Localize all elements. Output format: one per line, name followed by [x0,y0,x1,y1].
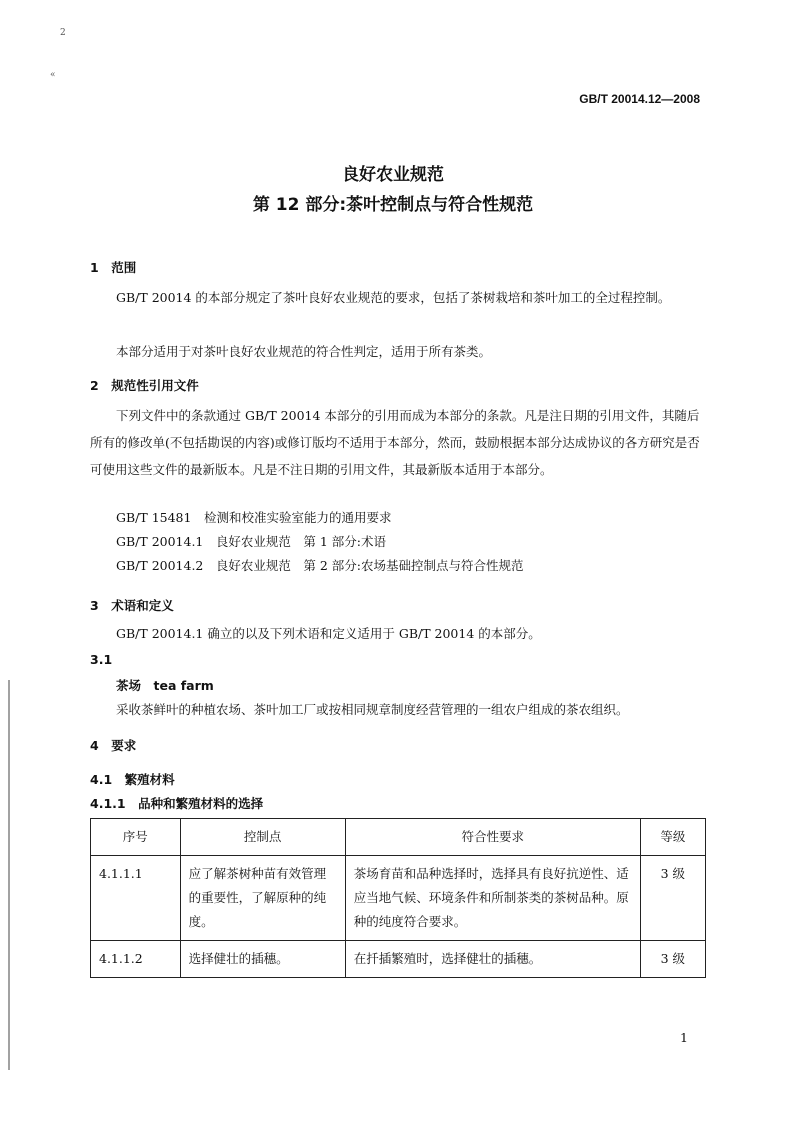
paragraph: GB/T 20014 的本部分规定了茶叶良好农业规范的要求，包括了茶树栽培和茶叶加工的全过程控制。 [116,290,671,305]
reference-item: GB/T 20014.1 良好农业规范 第 1 部分:术语 [116,534,386,549]
control-point: 选择健壮的插穗。 [180,941,345,978]
table-row [91,941,706,978]
term: 茶场 tea farm [116,678,214,693]
compliance-requirement: 在扦插繁殖时，选择健壮的插穗。 [345,941,640,978]
subsection-heading: 4.1 繁殖材料 [90,772,175,787]
table-header-row [91,819,706,856]
control-point: 应了解茶树种苗有效管理的重要性，了解原种的纯度。 [180,856,345,941]
term-definition: 采收茶鲜叶的种植农场、茶叶加工厂或按相同规章制度经营管理的一组农户组成的茶农组织。 [116,702,629,717]
column-header: 控制点 [180,819,345,856]
column-header: 等级 [640,819,705,856]
section-heading: 2 规范性引用文件 [90,378,199,393]
table-row [91,856,706,941]
scan-mark: « [50,70,56,80]
column-header: 符合性要求 [345,819,640,856]
page-number: 1 [680,1030,688,1045]
paragraph: 本部分适用于对茶叶良好农业规范的符合性判定，适用于所有茶类。 [116,344,492,359]
section-heading: 1 范围 [90,260,137,275]
control-point-table [90,818,706,978]
subsection-heading: 4.1.1 品种和繁殖材料的选择 [90,796,264,811]
column-header: 序号 [91,819,181,856]
section-heading: 4 要求 [90,738,137,753]
scan-edge-line [8,680,10,1070]
scan-mark: 2 [60,28,66,38]
standard-code: GB/T 20014.12—2008 [579,92,700,106]
document-title: 良好农业规范 [342,165,444,185]
reference-item: GB/T 20014.2 良好农业规范 第 2 部分:农场基础控制点与符合性规范 [116,558,524,573]
subsection-number: 3.1 [90,652,113,667]
level: 3 级 [640,856,705,941]
row-number: 4.1.1.2 [91,941,181,978]
compliance-requirement: 茶场育苗和品种选择时，选择具有良好抗逆性、适应当地气候、环境条件和所制茶类的茶树品种。原种的纯度符合要求。 [345,856,640,941]
paragraph: GB/T 20014.1 确立的以及下列术语和定义适用于 GB/T 20014 的本部分。 [116,626,541,641]
section-heading: 3 术语和定义 [90,598,174,613]
level: 3 级 [640,941,705,978]
row-number: 4.1.1.1 [91,856,181,941]
reference-item: GB/T 15481 检测和校准实验室能力的通用要求 [116,510,392,525]
paragraph: 下列文件中的条款通过 GB/T 20014 本部分的引用而成为本部分的条款。凡是注日期的引用文件，其随后所有的修改单(不包括勘误的内容)或修订版均不适用于本部分，然而，鼓励根据本部分达成协议的各方研究是否可使用这些文件的最新版本。凡是不注日期的引用文件，其最新版本适用于本部分。 [90,408,700,477]
document-subtitle: 第 12 部分:茶叶控制点与符合性规范 [252,195,534,215]
